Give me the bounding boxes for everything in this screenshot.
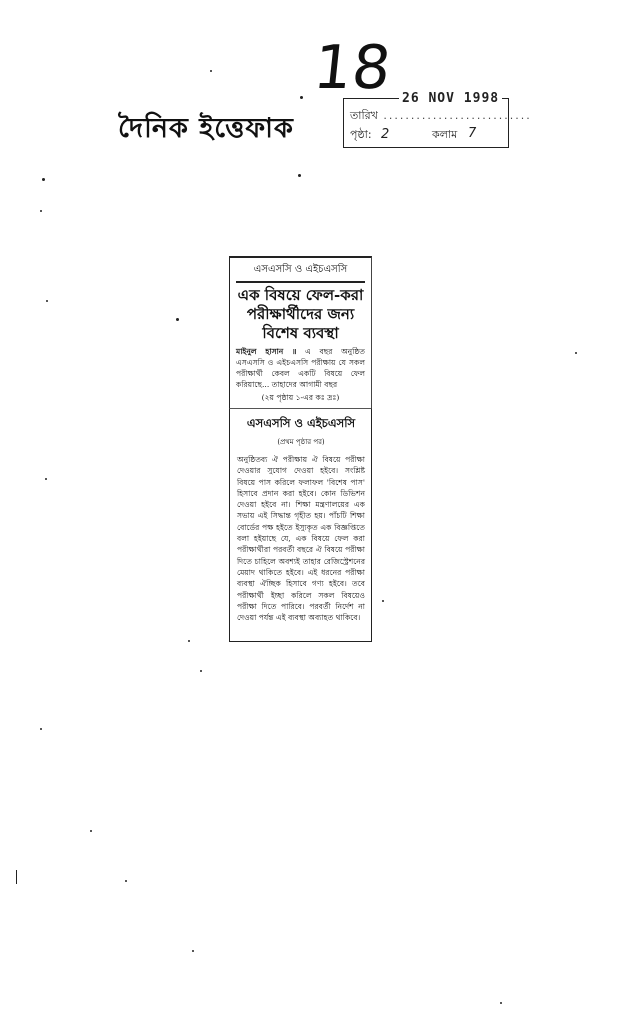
- stamp-page-row: পৃষ্ঠা: 2 কলাম 7: [350, 126, 504, 145]
- divider: [236, 281, 365, 283]
- scan-speck: [382, 600, 384, 602]
- stamp-date-label: তারিখ: [350, 109, 378, 122]
- stamp-column-label: কলাম: [432, 128, 458, 141]
- scan-speck: [575, 352, 577, 354]
- stamp-page-value: 2: [381, 127, 390, 142]
- continued-heading: এসএসসি ও এইচএসসি: [246, 416, 356, 430]
- scan-speck: [298, 174, 301, 177]
- scan-speck: [176, 318, 179, 321]
- article-lead: [236, 346, 365, 390]
- scan-speck: [200, 670, 202, 672]
- article-jump-line: (২য় পৃষ্ঠায় ১-এর কঃ দ্রঃ): [261, 392, 340, 402]
- article-kicker: এসএসসি ও এইচএসসি: [253, 264, 348, 275]
- handwritten-number: 18: [310, 33, 395, 103]
- article-lead-text: এ বছর অনুষ্ঠিত এসএসসি ও এইচএসসি পরীক্ষায় যে সকল পরীক্ষার্থী কেবল একটি বিষয়ে ফেল করিয়াছে... তাহাদের আগামী বছর: [236, 346, 365, 389]
- clipping-front-page: [229, 256, 372, 408]
- newspaper-masthead: দৈনিক ইত্তেফাক: [118, 113, 294, 144]
- scan-speck: [40, 728, 42, 730]
- clipping-continued: [229, 408, 372, 642]
- continued-body: অনুষ্ঠিতব্য ঐ পরীক্ষায় ঐ বিষয়ে পরীক্ষা দেওয়ার সুযোগ দেওয়া হইবে। সংশ্লিষ্ট বিষয়ে পাস করিলে ফলাফল 'বিশেষ পাস' হিসাবে প্রদান করা হইবে। কোন ডিভিশন দেওয়া হইবে না। শিক্ষা মন্ত্রণালয়ের এক সভায় এই সিদ্ধান্ত গৃহীত হয়। পাঁচটি শিক্ষা বোর্ডের পক্ষ হইতে ইস্যুকৃত এক বিজ্ঞপ্তিতে বলা হইয়াছে যে, এক বিষয়ে ফেল করা পরীক্ষার্থীরা পরবর্তী বছরে ঐ বিষয়ে পরীক্ষা দিতে চাহিলে অবশ্যই তাহার রেজিস্ট্রেশনের মেয়াদ থাকিতে হইবে। এই ধরনের পরীক্ষা ব্যবস্থা ঐচ্ছিক হিসাবে গণ্য হইবে। তবে পরীক্ষার্থী ইচ্ছা করিলে সকল বিষয়েও পরীক্ষা দিতে পারিবে। পরবর্তী নির্দেশ না দেওয়া পর্যন্ত এই ব্যবস্থা অব্যাহত থাকিবে।: [237, 455, 365, 623]
- scan-speck: [90, 830, 92, 832]
- continued-from-label: (প্রথম পৃষ্ঠার পর): [277, 438, 325, 446]
- stamp-column-value: 7: [468, 126, 477, 141]
- scan-speck: [125, 880, 127, 882]
- scan-speck: [40, 210, 42, 212]
- stamp-page-label: পৃষ্ঠা: [350, 128, 368, 141]
- scan-speck: [45, 478, 47, 480]
- scan-speck: [192, 950, 194, 952]
- newspaper-clipping: [229, 256, 372, 642]
- scan-speck: [300, 96, 303, 99]
- scan-speck: [188, 640, 190, 642]
- scan-speck: [46, 300, 48, 302]
- scan-speck: [210, 70, 212, 72]
- scan-speck: [16, 870, 17, 884]
- article-byline: মাইনুল হাসান ॥: [236, 346, 297, 356]
- scan-speck: [500, 1002, 502, 1004]
- stamp-date-row: তারিখ ...........................: [350, 109, 532, 122]
- article-headline: এক বিষয়ে ফেল-করা পরীক্ষার্থীদের জন্য বিশেষ ব্যবস্থা: [237, 285, 364, 342]
- scan-speck: [42, 178, 45, 181]
- date-stamp: [343, 91, 532, 148]
- stamp-date: 26 NOV 1998: [399, 91, 502, 106]
